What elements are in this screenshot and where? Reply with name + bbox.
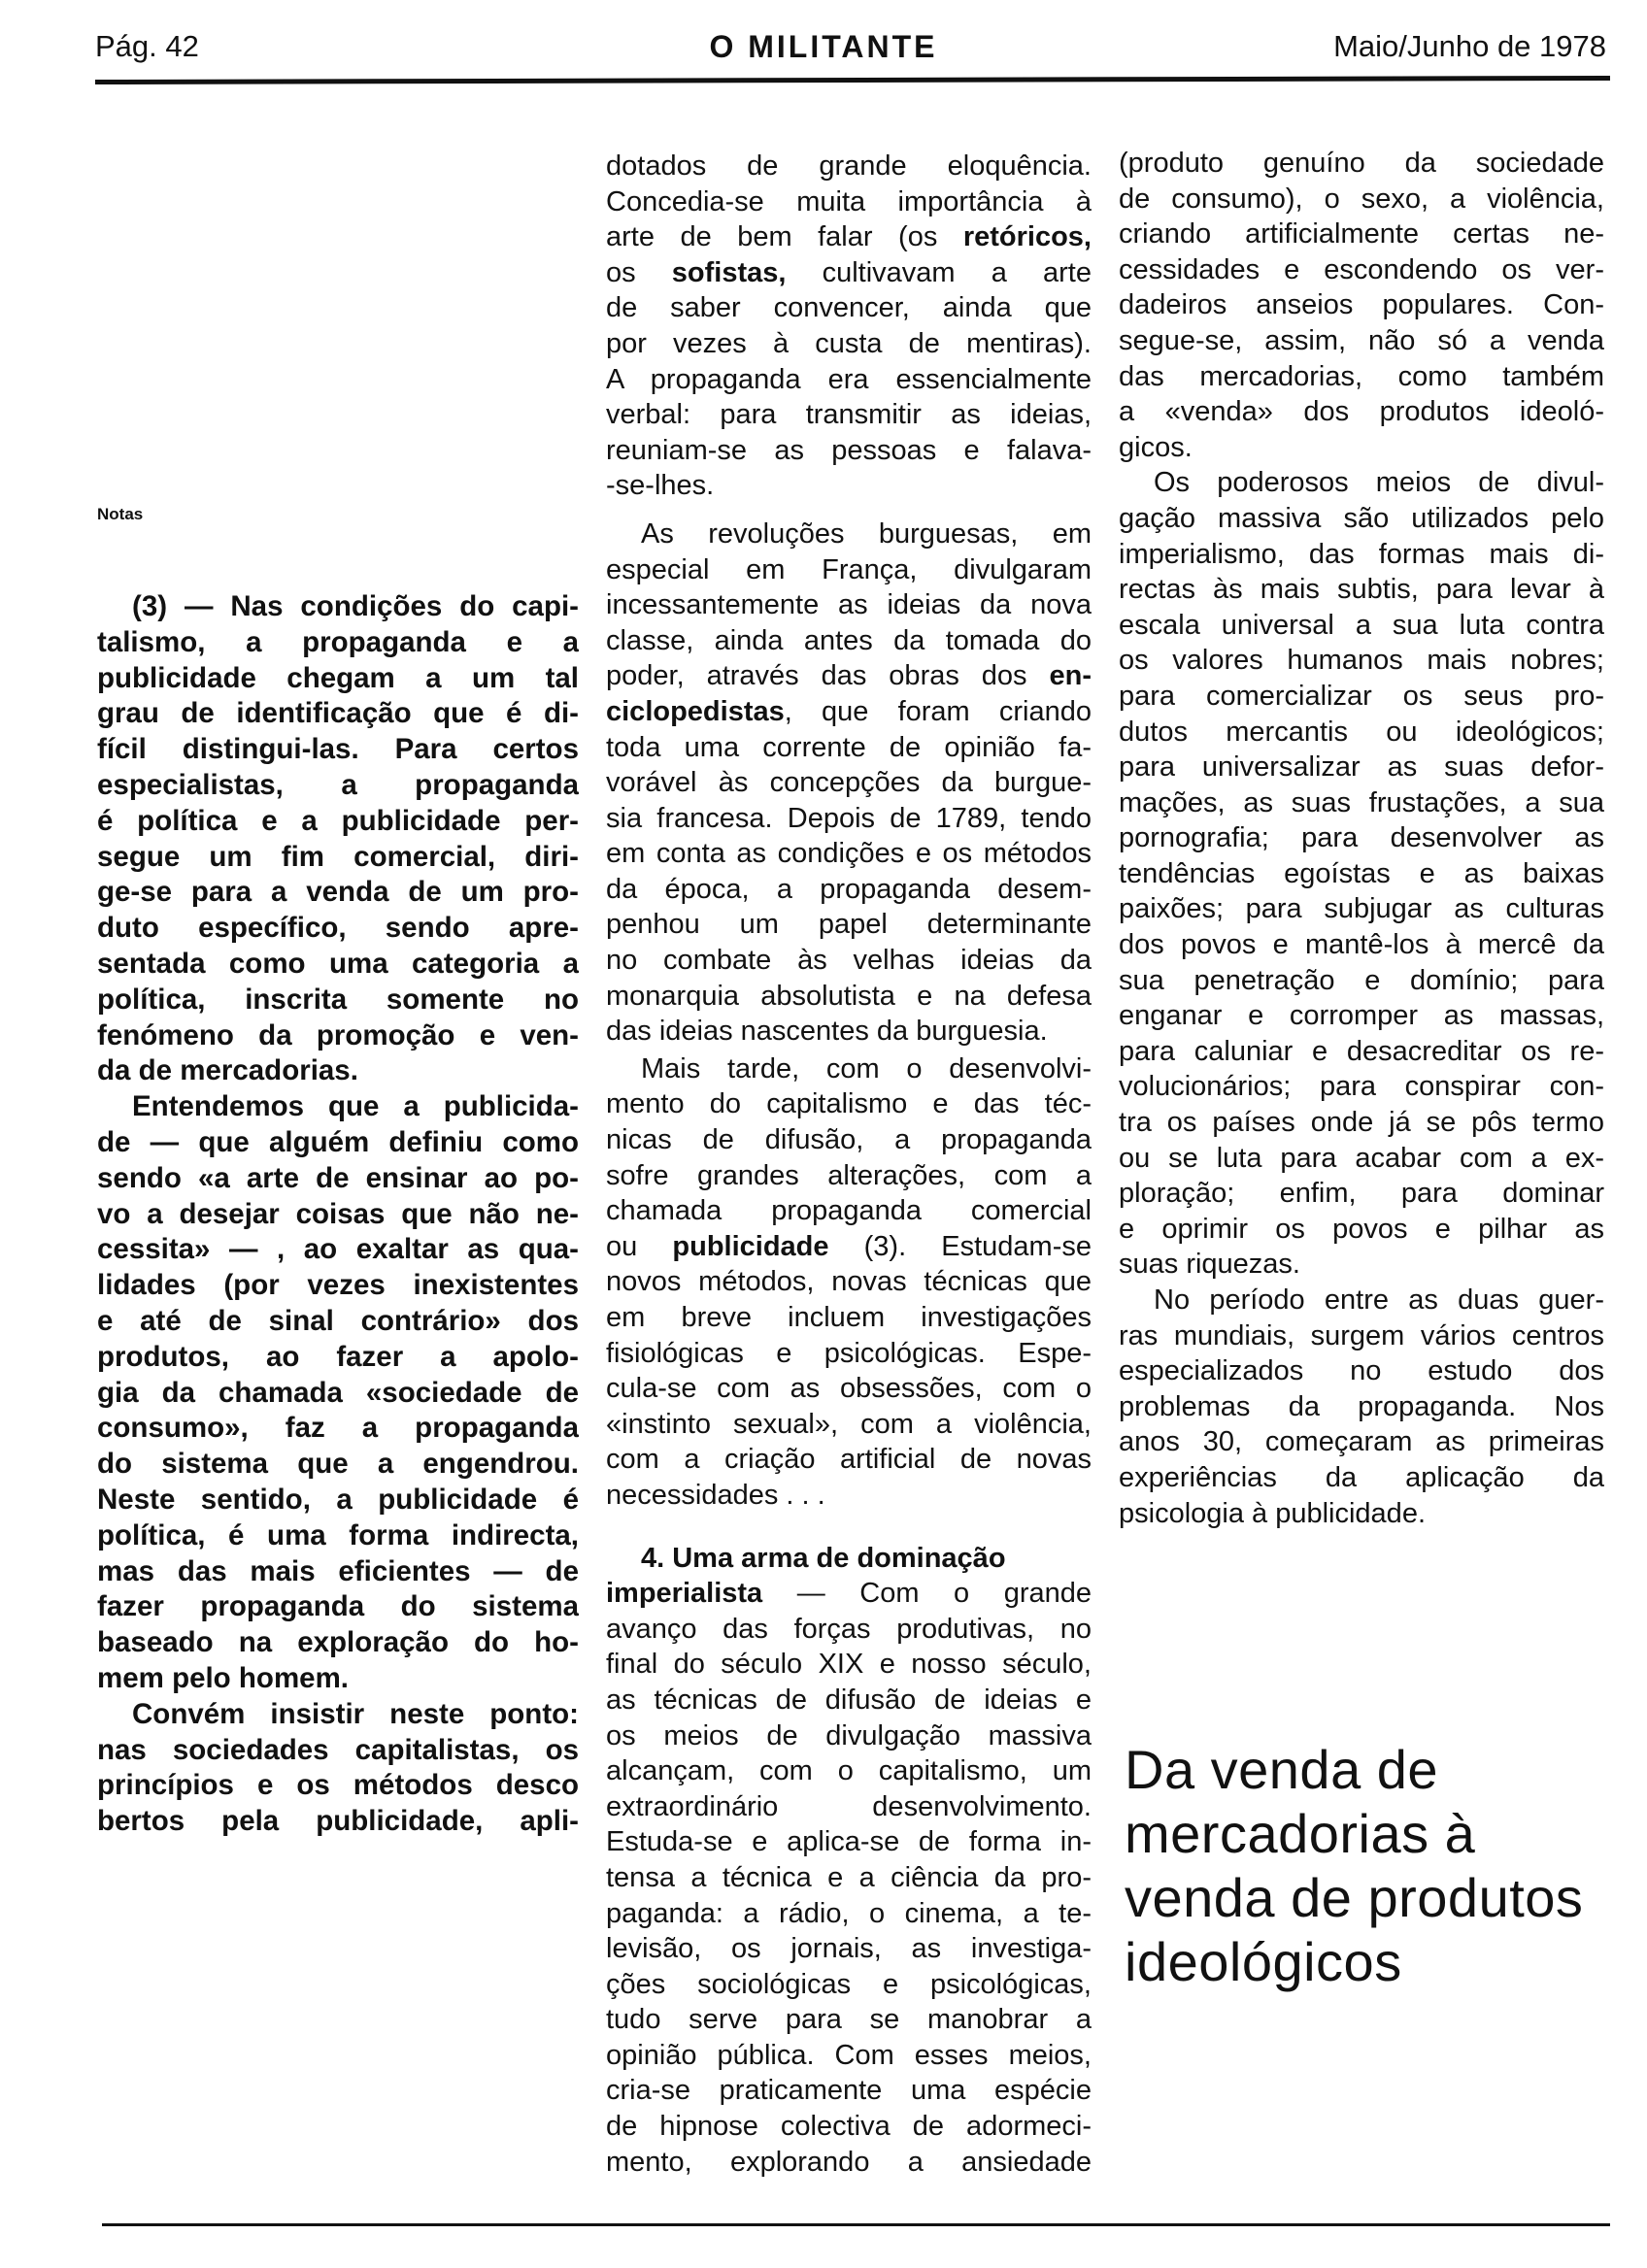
- page-number: Pág. 42: [95, 29, 199, 63]
- text-line: dutos mercantis ou ideológicos;: [1119, 716, 1604, 748]
- text-line: especialistas, a propaganda: [97, 768, 579, 801]
- text-line: tra os países onde já se pôs termo: [1119, 1107, 1604, 1139]
- text-line: é política e a publicidade per-: [97, 804, 579, 837]
- text-line: de saber convencer, ainda que: [606, 292, 1092, 324]
- text-line: segue-se, assim, não só a venda: [1119, 324, 1604, 356]
- text-segment: cultivavam a arte: [786, 256, 1092, 288]
- text-line: ras mundiais, surgem vários centros: [1119, 1319, 1604, 1351]
- text-line: gação massiva são utilizados pelo: [1119, 502, 1604, 534]
- text-line: final do século XIX e nosso século,: [606, 1649, 1092, 1681]
- text-line: escala universal a sua luta contra: [1119, 609, 1604, 641]
- text-line: criando artificialmente certas ne-: [1119, 218, 1604, 250]
- section-subtitle: [1125, 1738, 1583, 1994]
- notes-label: Notas: [97, 505, 144, 523]
- text-line: por vezes à custa de mentiras).: [606, 327, 1092, 359]
- text-line: chamada propaganda comercial: [606, 1195, 1092, 1227]
- text-line: sendo «a arte de ensinar ao po-: [97, 1161, 579, 1194]
- text-line: consumo», faz a propaganda: [97, 1412, 579, 1445]
- article-paragraph: [1119, 465, 1604, 1283]
- text-line: sia francesa. Depois de 1789, tendo: [606, 802, 1092, 834]
- text-line: tensa a técnica e a ciência da pro-: [606, 1861, 1092, 1893]
- bold-text: sofistas,: [671, 256, 787, 288]
- text-line: os meios de divulgação massiva: [606, 1719, 1092, 1751]
- text-line: necessidades . . .: [606, 1479, 825, 1511]
- text-line: segue um fim comercial, diri-: [97, 840, 579, 873]
- text-line: especial em França, divulgaram: [606, 553, 1092, 585]
- bold-text: publicidade: [672, 1230, 829, 1262]
- article-paragraph: [606, 1541, 1092, 2181]
- text-line: incessantemente as ideias da nova: [606, 589, 1092, 621]
- text-line: para universalizar as suas defor-: [1119, 751, 1604, 784]
- article-paragraph: [606, 1051, 1092, 1514]
- text-line: dadeiros anseios populares. Con-: [1119, 289, 1604, 321]
- text-line: para comercializar os seus pro-: [1119, 680, 1604, 712]
- subtitle-line: Da venda de: [1125, 1739, 1439, 1800]
- text-line: (produto genuíno da sociedade: [1119, 148, 1604, 179]
- text-line: especializados no estudo dos: [1119, 1355, 1604, 1387]
- text-line: das mercadorias, como também: [1119, 360, 1604, 392]
- text-line: Concedia-se muita importância à: [606, 185, 1092, 217]
- text-line: gia da chamada «sociedade de: [97, 1376, 579, 1409]
- text-line: cula-se com as obsessões, com o: [606, 1373, 1092, 1405]
- text-line: [606, 255, 1092, 291]
- text-segment: os: [606, 256, 672, 288]
- text-line: tendências egoístas e as baixas: [1119, 857, 1604, 889]
- text-line: em breve incluem investigações: [606, 1302, 1092, 1333]
- text-line: psicologia à publicidade.: [1119, 1497, 1426, 1529]
- text-line: ções sociológicas e psicológicas,: [606, 1968, 1092, 2000]
- bold-text: ciclopedistas: [606, 695, 785, 727]
- text-line: tudo serve para se manobrar a: [606, 2004, 1092, 2036]
- text-line: da de mercadorias.: [97, 1054, 358, 1087]
- subtitle-line: venda de produtos: [1125, 1867, 1584, 1928]
- text-line: bertos pela publicidade, apli-: [97, 1805, 579, 1838]
- text-line: ge-se para a venda de um pro-: [97, 876, 579, 909]
- article-column-middle: [606, 149, 1092, 2180]
- text-line: sofre grandes alterações, com a: [606, 1159, 1092, 1191]
- text-line: Estuda-se e aplica-se de forma in-: [606, 1826, 1092, 1858]
- text-line: «instinto sexual», com a violência,: [606, 1408, 1092, 1440]
- text-line: experiências da aplicação da: [1119, 1461, 1604, 1493]
- text-line: grau de identificação que é di-: [97, 697, 579, 730]
- text-line: monarquia absolutista e na defesa: [606, 980, 1092, 1012]
- text-line: [606, 1541, 1092, 1577]
- issue-date: Maio/Junho de 1978: [1333, 29, 1606, 63]
- text-line: extraordinário desenvolvimento.: [606, 1790, 1092, 1822]
- text-line: mento, explorando a ansiedade: [606, 2146, 1092, 2178]
- text-line: pornografia; para desenvolver as: [1119, 822, 1604, 854]
- text-line: [606, 219, 1092, 255]
- text-line: vo a desejar coisas que não ne-: [97, 1197, 579, 1230]
- text-line: para caluniar e desacreditar os re-: [1119, 1035, 1604, 1067]
- text-line: [606, 1229, 1092, 1265]
- text-line: duto específico, sendo apre-: [97, 912, 579, 945]
- text-line: reuniam-se as pessoas e falava-: [606, 434, 1092, 466]
- text-line: política, inscrita somente no: [97, 983, 579, 1016]
- text-line: e oprimir os povos e pilhar as: [1119, 1213, 1604, 1245]
- text-line: sua penetração e domínio; para: [1119, 964, 1604, 996]
- text-segment: , que foram criando: [784, 695, 1092, 727]
- text-line: [606, 694, 1092, 730]
- text-line: alcançam, com o capitalismo, um: [606, 1755, 1092, 1787]
- text-line: no combate às velhas ideias da: [606, 945, 1092, 977]
- text-line: baseado na exploração do ho-: [97, 1626, 579, 1659]
- text-line: cessita» — , ao exaltar as qua-: [97, 1233, 579, 1266]
- text-line: problemas da propaganda. Nos: [1119, 1390, 1604, 1422]
- text-line: de — que alguém definiu como: [97, 1125, 579, 1158]
- text-line: fazer propaganda do sistema: [97, 1590, 579, 1623]
- text-line: publicidade chegam a um tal: [97, 661, 579, 694]
- notes-column: [97, 589, 579, 1840]
- text-line: vorável às concepções da burgue-: [606, 767, 1092, 799]
- text-line: nas sociedades capitalistas, os: [97, 1733, 579, 1766]
- text-line: fícil distingui-las. Para certos: [97, 733, 579, 766]
- text-line: Mais tarde, com o desenvolvi-: [641, 1052, 1092, 1084]
- note-paragraph: [97, 589, 579, 1089]
- text-line: Entendemos que a publicida-: [132, 1090, 579, 1123]
- text-line: em conta as condições e os métodos: [606, 838, 1092, 870]
- article-column-right: [1119, 146, 1604, 1531]
- text-line: com a criação artificial de novas: [606, 1444, 1092, 1476]
- text-line: levisão, os jornais, as investiga-: [606, 1933, 1092, 1965]
- text-line: do sistema que a engendrou.: [97, 1448, 579, 1481]
- text-line: gicos.: [1119, 431, 1193, 463]
- text-segment: poder, através das obras dos: [606, 660, 1050, 692]
- article-paragraph: [606, 517, 1092, 1050]
- text-line: penhou um papel determinante: [606, 909, 1092, 941]
- text-segment: — Com o grande: [762, 1578, 1092, 1610]
- bold-text: imperialista: [606, 1578, 763, 1610]
- text-segment: arte de bem falar (os: [606, 221, 963, 253]
- subtitle-line: mercadorias à: [1125, 1803, 1476, 1864]
- text-line: mem pelo homem.: [97, 1661, 350, 1694]
- text-line: As revoluções burguesas, em: [641, 517, 1092, 550]
- text-line: [606, 658, 1092, 694]
- text-line: cessidades e escondendo os ver-: [1119, 253, 1604, 285]
- text-line: a «venda» dos produtos ideoló-: [1119, 396, 1604, 428]
- bold-text: 4. Uma arma de dominação: [641, 1542, 1006, 1574]
- text-line: (3) — Nas condições do capi-: [132, 590, 579, 622]
- text-line: de hipnose colectiva de adormeci-: [606, 2111, 1092, 2143]
- text-line: dos povos e mantê-los à mercê da: [1119, 929, 1604, 961]
- text-line: sentada como uma categoria a: [97, 947, 579, 980]
- text-line: classe, ainda antes da tomada do: [606, 624, 1092, 656]
- text-line: nicas de difusão, a propaganda: [606, 1124, 1092, 1156]
- text-segment: ou: [606, 1230, 673, 1262]
- text-line: Neste sentido, a publicidade é: [97, 1483, 579, 1516]
- text-line: novos métodos, novas técnicas que: [606, 1266, 1092, 1298]
- text-line: cria-se praticamente uma espécie: [606, 2075, 1092, 2107]
- text-line: princípios e os métodos desco: [97, 1769, 579, 1802]
- text-line: ou se luta para acabar com a ex-: [1119, 1142, 1604, 1174]
- text-line: verbal: para transmitir as ideias,: [606, 399, 1092, 431]
- text-line: da época, a propaganda desem-: [606, 873, 1092, 905]
- text-line: paixões; para subjugar as culturas: [1119, 893, 1604, 925]
- text-line: mas das mais eficientes — de: [97, 1554, 579, 1587]
- text-line: anos 30, começaram as primeiras: [1119, 1426, 1604, 1458]
- header-rule: [95, 76, 1610, 84]
- text-line: ploração; enfim, para dominar: [1119, 1178, 1604, 1210]
- article-paragraph: [1119, 1283, 1604, 1531]
- bold-text: retóricos,: [962, 221, 1092, 253]
- footer-rule: [102, 2223, 1610, 2226]
- text-line: política, é uma forma indirecta,: [97, 1518, 579, 1551]
- text-line: opinião pública. Com esses meios,: [606, 2039, 1092, 2071]
- text-line: e até de sinal contrário» dos: [97, 1304, 579, 1337]
- text-line: fenómeno da promoção e ven-: [97, 1018, 579, 1051]
- masthead: O MILITANTE: [709, 29, 938, 64]
- text-line: volucionários; para conspirar con-: [1119, 1071, 1604, 1103]
- text-line: dotados de grande eloquência.: [606, 150, 1092, 182]
- text-line: enganar e corromper as massas,: [1119, 1000, 1604, 1032]
- text-line: A propaganda era essencialmente: [606, 363, 1092, 395]
- text-line: No período entre as duas guer-: [1154, 1284, 1604, 1316]
- article-paragraph: [606, 149, 1092, 504]
- text-line: os valores humanos mais nobres;: [1119, 645, 1604, 677]
- text-line: paganda: a rádio, o cinema, a te-: [606, 1897, 1092, 1929]
- text-line: rectas às mais subtis, para levar à: [1119, 574, 1604, 606]
- text-line: das ideias nascentes da burguesia.: [606, 1016, 1048, 1048]
- note-paragraph: [97, 1697, 579, 1840]
- text-line: produtos, ao fazer a apolo-: [97, 1340, 579, 1373]
- article-paragraph: [1119, 146, 1604, 465]
- text-line: [606, 1576, 1092, 1612]
- text-line: Os poderosos meios de divul-: [1154, 467, 1604, 499]
- bold-text: en-: [1049, 660, 1092, 692]
- text-line: fisiológicas e psicológicas. Espe-: [606, 1337, 1092, 1369]
- text-line: imperialismo, das formas mais di-: [1119, 538, 1604, 570]
- text-line: de consumo), o sexo, a violência,: [1119, 183, 1604, 215]
- text-line: suas riquezas.: [1119, 1249, 1300, 1281]
- text-line: mento do capitalismo e das téc-: [606, 1088, 1092, 1120]
- text-line: avanço das forças produtivas, no: [606, 1613, 1092, 1645]
- text-line: as técnicas de difusão de ideias e: [606, 1684, 1092, 1716]
- text-segment: (3). Estudam-se: [828, 1230, 1092, 1262]
- text-line: Convém insistir neste ponto:: [132, 1697, 579, 1730]
- text-line: lidades (por vezes inexistentes: [97, 1269, 579, 1302]
- text-line: mações, as suas frustações, a sua: [1119, 786, 1604, 818]
- text-line: -se-lhes.: [606, 470, 715, 502]
- note-paragraph: [97, 1089, 579, 1697]
- subtitle-line: ideológicos: [1125, 1931, 1402, 1992]
- text-line: toda uma corrente de opinião fa-: [606, 731, 1092, 763]
- text-line: talismo, a propaganda e a: [97, 625, 579, 658]
